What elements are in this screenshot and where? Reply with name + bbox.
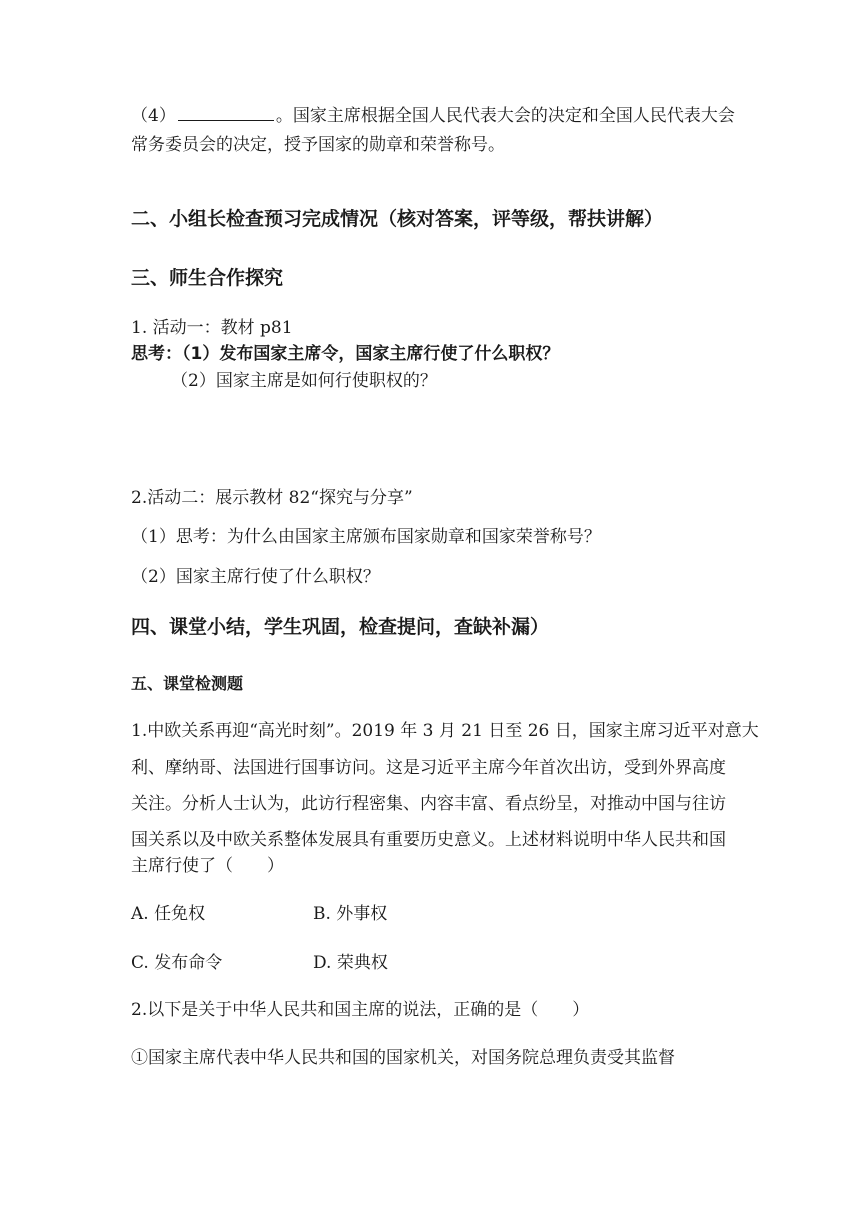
fill-in-blank[interactable] xyxy=(178,105,274,121)
q1-line-2: 利、摩纳哥、法国进行国事访问。这是习近平主席今年首次出访，受到外界高度 xyxy=(131,758,726,778)
think-q1: （1）发布国家主席令，国家主席行使了什么职权？ xyxy=(182,344,560,364)
section-2-heading: 二、小组长检查预习完成情况（核对答案，评等级，帮扶讲解） xyxy=(131,208,664,230)
q2-statement-1: ①国家主席代表中华人民共和国的国家机关，对国务院总理负责受其监督 xyxy=(131,1048,675,1068)
section-3-heading: 三、师生合作探究 xyxy=(131,267,284,289)
q1-option-d: D. 荣典权 xyxy=(313,953,388,973)
activity-1: 1. 活动一：教材 p81 xyxy=(131,318,293,338)
q1-line-5: 主席行使了（ ） xyxy=(131,856,284,876)
q1-option-b: B. 外事权 xyxy=(313,904,388,924)
think-label: 思考： xyxy=(131,344,182,364)
item-4-text: 。国家主席根据全国人民代表大会的决定和全国人民代表大会 xyxy=(275,106,735,126)
think-question-2: （2）国家主席是如何行使职权的？ xyxy=(171,371,437,391)
activity-2: 2.活动二：展示教材 82“探究与分享” xyxy=(131,488,413,508)
item-4-prefix: （4） xyxy=(131,106,176,126)
q1-line-4: 国关系以及中欧关系整体发展具有重要历史意义。上述材料说明中华人民共和国 xyxy=(131,830,726,850)
think-question-1 xyxy=(131,342,559,366)
section-4-heading: 四、课堂小结，学生巩固，检查提问，查缺补漏） xyxy=(131,616,550,638)
q1-option-a: A. 任免权 xyxy=(131,904,206,924)
q2-stem: 2.以下是关于中华人民共和国主席的说法，正确的是（ ） xyxy=(131,1000,590,1020)
item-4-line xyxy=(131,104,735,128)
q1-option-c: C. 发布命令 xyxy=(131,953,223,973)
item-4-continuation: 常务委员会的决定，授予国家的勋章和荣誉称号。 xyxy=(131,135,505,155)
section-5-heading: 五、课堂检测题 xyxy=(131,674,244,693)
q1-line-3: 关注。分析人士认为，此访行程密集、内容丰富、看点纷呈，对推动中国与往访 xyxy=(131,794,726,814)
q1-line-1: 1.中欧关系再迎“高光时刻”。2019 年 3 月 21 日至 26 日，国家主席习近平对意大 xyxy=(131,721,759,741)
activity-2-question-1: （1）思考：为什么由国家主席颁布国家勋章和国家荣誉称号？ xyxy=(131,527,601,547)
activity-2-question-2: （2）国家主席行使了什么职权？ xyxy=(131,567,380,587)
